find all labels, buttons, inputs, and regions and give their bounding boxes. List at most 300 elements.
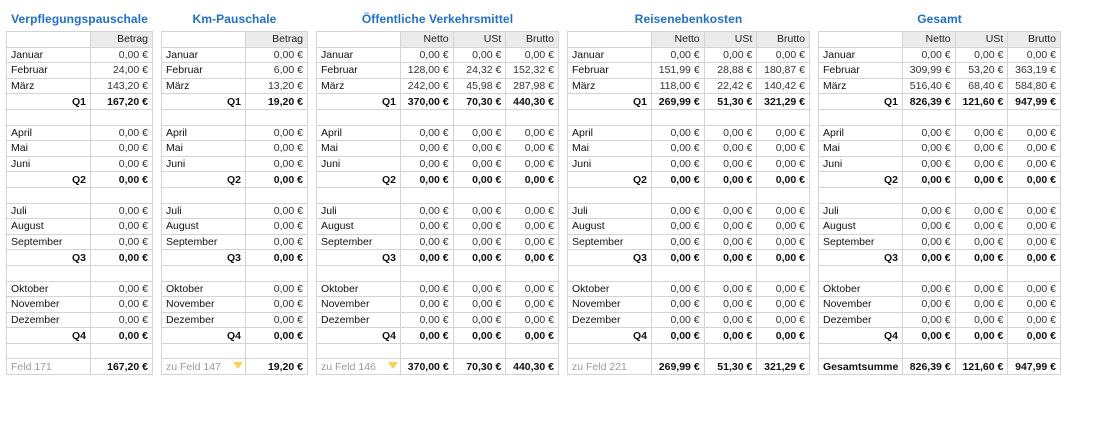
spacer-cell xyxy=(819,187,903,203)
amount-cell[interactable]: 0,00 € xyxy=(955,219,1008,235)
amount-cell[interactable]: 0,00 € xyxy=(401,156,454,172)
amount-cell[interactable]: 0,00 € xyxy=(401,281,454,297)
amount-cell[interactable]: 0,00 € xyxy=(704,281,757,297)
amount-cell[interactable]: 0,00 € xyxy=(453,234,506,250)
month-label: Februar xyxy=(317,63,401,79)
spacer-cell xyxy=(903,343,956,359)
month-label: Januar xyxy=(7,47,91,63)
amount-cell[interactable]: 0,00 € xyxy=(453,297,506,313)
total-amount-cell[interactable]: 370,00 € xyxy=(401,359,454,375)
month-label: Juli xyxy=(317,203,401,219)
amount-cell[interactable]: 0,00 € xyxy=(91,141,153,157)
amount-cell[interactable]: 0,00 € xyxy=(506,328,559,344)
amount-cell[interactable]: 0,00 € xyxy=(903,312,956,328)
amount-cell[interactable]: 0,00 € xyxy=(903,328,956,344)
quarter-label: Q4 xyxy=(7,328,91,344)
total-row xyxy=(162,359,308,375)
amount-cell[interactable]: 0,00 € xyxy=(246,203,308,219)
month-label: August xyxy=(7,219,91,235)
amount-cell[interactable]: 0,00 € xyxy=(652,47,705,63)
spacer-cell xyxy=(453,109,506,125)
header-month-cell xyxy=(162,32,246,48)
month-label: November xyxy=(7,297,91,313)
amount-cell[interactable]: 0,00 € xyxy=(652,141,705,157)
amount-cell[interactable]: 0,00 € xyxy=(401,297,454,313)
amount-cell[interactable]: 0,00 € xyxy=(757,281,810,297)
total-amount-cell[interactable]: 121,60 € xyxy=(955,359,1008,375)
amount-cell[interactable]: 0,00 € xyxy=(955,125,1008,141)
month-label: Oktober xyxy=(317,281,401,297)
quarter-row xyxy=(819,172,1061,188)
amount-cell[interactable]: 0,00 € xyxy=(757,234,810,250)
amount-cell[interactable]: 24,00 € xyxy=(91,63,153,79)
spacer-row xyxy=(819,343,1061,359)
amount-cell[interactable]: 0,00 € xyxy=(246,47,308,63)
amount-cell[interactable]: 0,00 € xyxy=(91,297,153,313)
amount-cell[interactable]: 0,00 € xyxy=(955,281,1008,297)
amount-cell[interactable]: 118,00 € xyxy=(652,78,705,94)
amount-cell[interactable]: 128,00 € xyxy=(401,63,454,79)
table-row xyxy=(7,203,153,219)
amount-cell[interactable]: 0,00 € xyxy=(91,328,153,344)
amount-cell[interactable]: 0,00 € xyxy=(1008,203,1061,219)
amount-cell[interactable]: 0,00 € xyxy=(246,219,308,235)
amount-cell[interactable]: 0,00 € xyxy=(506,312,559,328)
spacer-cell xyxy=(401,109,454,125)
amount-cell[interactable]: 24,32 € xyxy=(453,63,506,79)
total-amount-cell[interactable]: 826,39 € xyxy=(903,359,956,375)
month-label: Dezember xyxy=(568,312,652,328)
amount-cell[interactable]: 0,00 € xyxy=(704,141,757,157)
month-label: April xyxy=(568,125,652,141)
amount-cell[interactable]: 0,00 € xyxy=(1008,297,1061,313)
amount-cell[interactable]: 0,00 € xyxy=(652,219,705,235)
spacer-cell xyxy=(955,109,1008,125)
amount-cell[interactable]: 51,30 € xyxy=(704,94,757,110)
amount-cell[interactable]: 0,00 € xyxy=(246,141,308,157)
amount-cell[interactable]: 584,80 € xyxy=(1008,78,1061,94)
amount-cell[interactable]: 0,00 € xyxy=(903,203,956,219)
spacer-cell xyxy=(506,109,559,125)
amount-cell[interactable]: 0,00 € xyxy=(506,141,559,157)
amount-cell[interactable]: 22,42 € xyxy=(704,78,757,94)
amount-cell[interactable]: 242,00 € xyxy=(401,78,454,94)
amount-cell[interactable]: 6,00 € xyxy=(246,63,308,79)
amount-cell[interactable]: 0,00 € xyxy=(91,281,153,297)
block-title: Km-Pauschale xyxy=(192,12,277,26)
amount-cell[interactable]: 0,00 € xyxy=(704,297,757,313)
amount-cell[interactable]: 0,00 € xyxy=(757,47,810,63)
amount-cell[interactable]: 0,00 € xyxy=(903,234,956,250)
amount-cell[interactable]: 0,00 € xyxy=(91,47,153,63)
amount-cell[interactable]: 0,00 € xyxy=(903,297,956,313)
table-row xyxy=(7,234,153,250)
month-label: Oktober xyxy=(819,281,903,297)
amount-cell[interactable]: 0,00 € xyxy=(506,203,559,219)
amount-cell[interactable]: 0,00 € xyxy=(246,281,308,297)
amount-cell[interactable]: 0,00 € xyxy=(652,125,705,141)
amount-cell[interactable]: 53,20 € xyxy=(955,63,1008,79)
table-header-row xyxy=(162,32,308,48)
spacer-cell xyxy=(506,265,559,281)
month-label: Juli xyxy=(568,203,652,219)
amount-cell[interactable]: 143,20 € xyxy=(91,78,153,94)
amount-cell[interactable]: 0,00 € xyxy=(1008,156,1061,172)
spacer-cell xyxy=(401,265,454,281)
amount-cell[interactable]: 180,87 € xyxy=(757,63,810,79)
spacer-cell xyxy=(91,265,153,281)
data-table xyxy=(316,31,559,375)
amount-cell[interactable]: 826,39 € xyxy=(903,94,956,110)
amount-cell[interactable]: 0,00 € xyxy=(246,250,308,266)
total-label: zu Feld 221 xyxy=(568,359,652,375)
amount-cell[interactable]: 0,00 € xyxy=(246,312,308,328)
amount-cell[interactable]: 0,00 € xyxy=(91,125,153,141)
quarter-label: Q1 xyxy=(162,94,246,110)
amount-cell[interactable]: 0,00 € xyxy=(91,250,153,266)
month-label: Mai xyxy=(317,141,401,157)
amount-cell[interactable]: 0,00 € xyxy=(757,125,810,141)
amount-cell[interactable]: 363,19 € xyxy=(1008,63,1061,79)
amount-cell[interactable]: 0,00 € xyxy=(652,203,705,219)
spacer-cell xyxy=(401,187,454,203)
spacer-row xyxy=(7,109,153,125)
data-table xyxy=(818,31,1061,375)
amount-cell[interactable]: 0,00 € xyxy=(506,172,559,188)
amount-cell[interactable]: 0,00 € xyxy=(1008,234,1061,250)
month-label: Oktober xyxy=(7,281,91,297)
quarter-row xyxy=(819,250,1061,266)
total-row xyxy=(819,359,1061,375)
amount-cell[interactable]: 140,42 € xyxy=(757,78,810,94)
block-title: Verpflegungspauschale xyxy=(11,12,148,26)
table-row xyxy=(317,156,559,172)
spacer-row xyxy=(819,109,1061,125)
column-header: Netto xyxy=(401,32,454,48)
amount-cell[interactable]: 167,20 € xyxy=(91,94,153,110)
month-label: Juni xyxy=(568,156,652,172)
amount-cell[interactable]: 0,00 € xyxy=(453,141,506,157)
quarter-label: Q2 xyxy=(317,172,401,188)
amount-cell[interactable]: 13,20 € xyxy=(246,78,308,94)
table-row xyxy=(819,63,1061,79)
amount-cell[interactable]: 0,00 € xyxy=(1008,172,1061,188)
spacer-cell xyxy=(652,265,705,281)
amount-cell[interactable]: 0,00 € xyxy=(506,219,559,235)
table-row xyxy=(317,63,559,79)
amount-cell[interactable]: 0,00 € xyxy=(955,234,1008,250)
amount-cell[interactable]: 68,40 € xyxy=(955,78,1008,94)
amount-cell[interactable]: 0,00 € xyxy=(91,172,153,188)
amount-cell[interactable]: 152,32 € xyxy=(506,63,559,79)
total-amount-cell[interactable]: 440,30 € xyxy=(506,359,559,375)
table-row xyxy=(819,125,1061,141)
amount-cell[interactable]: 0,00 € xyxy=(903,219,956,235)
spacer-cell xyxy=(704,187,757,203)
amount-cell[interactable]: 0,00 € xyxy=(506,156,559,172)
amount-cell[interactable]: 0,00 € xyxy=(903,250,956,266)
spacer-cell xyxy=(1008,187,1061,203)
quarter-label: Q3 xyxy=(819,250,903,266)
amount-cell[interactable]: 0,00 € xyxy=(506,125,559,141)
quarter-row xyxy=(819,328,1061,344)
amount-cell[interactable]: 0,00 € xyxy=(91,203,153,219)
amount-cell[interactable]: 0,00 € xyxy=(652,297,705,313)
quarter-row xyxy=(7,172,153,188)
quarter-label: Q4 xyxy=(317,328,401,344)
amount-cell[interactable]: 0,00 € xyxy=(246,172,308,188)
amount-cell[interactable]: 0,00 € xyxy=(903,47,956,63)
table-row xyxy=(162,281,308,297)
table-row xyxy=(162,234,308,250)
amount-cell[interactable]: 0,00 € xyxy=(903,125,956,141)
spacer-row xyxy=(568,109,810,125)
amount-cell[interactable]: 0,00 € xyxy=(903,156,956,172)
amount-cell[interactable]: 0,00 € xyxy=(757,328,810,344)
table-row xyxy=(317,297,559,313)
amount-cell[interactable]: 0,00 € xyxy=(955,297,1008,313)
amount-cell[interactable]: 0,00 € xyxy=(955,328,1008,344)
quarter-label: Q4 xyxy=(819,328,903,344)
spacer-row xyxy=(162,109,308,125)
amount-cell[interactable]: 309,99 € xyxy=(903,63,956,79)
spacer-cell xyxy=(506,187,559,203)
table-header-row xyxy=(7,32,153,48)
column-header: Betrag xyxy=(246,32,308,48)
amount-cell[interactable]: 0,00 € xyxy=(757,156,810,172)
amount-cell[interactable]: 0,00 € xyxy=(1008,312,1061,328)
month-label: November xyxy=(162,297,246,313)
table-row xyxy=(7,63,153,79)
amount-cell[interactable]: 0,00 € xyxy=(401,312,454,328)
month-label: Februar xyxy=(819,63,903,79)
amount-cell[interactable]: 0,00 € xyxy=(955,47,1008,63)
table-row xyxy=(317,219,559,235)
amount-cell[interactable]: 947,99 € xyxy=(1008,94,1061,110)
amount-cell[interactable]: 0,00 € xyxy=(246,234,308,250)
total-amount-cell[interactable]: 167,20 € xyxy=(91,359,153,375)
amount-cell[interactable]: 0,00 € xyxy=(246,328,308,344)
month-label: September xyxy=(819,234,903,250)
amount-cell[interactable]: 0,00 € xyxy=(453,125,506,141)
amount-cell[interactable]: 70,30 € xyxy=(453,94,506,110)
month-label: Mai xyxy=(568,141,652,157)
amount-cell[interactable]: 0,00 € xyxy=(1008,281,1061,297)
amount-cell[interactable]: 0,00 € xyxy=(1008,250,1061,266)
table-row xyxy=(568,156,810,172)
amount-cell[interactable]: 0,00 € xyxy=(401,47,454,63)
amount-cell[interactable]: 0,00 € xyxy=(506,250,559,266)
amount-cell[interactable]: 0,00 € xyxy=(652,234,705,250)
block-5 xyxy=(818,12,1061,375)
amount-cell[interactable]: 0,00 € xyxy=(652,172,705,188)
amount-cell[interactable]: 0,00 € xyxy=(453,203,506,219)
quarter-row xyxy=(7,250,153,266)
table-row xyxy=(317,47,559,63)
amount-cell[interactable]: 0,00 € xyxy=(1008,328,1061,344)
amount-cell[interactable]: 0,00 € xyxy=(757,141,810,157)
spacer-cell xyxy=(1008,109,1061,125)
amount-cell[interactable]: 0,00 € xyxy=(453,312,506,328)
amount-cell[interactable]: 0,00 € xyxy=(704,156,757,172)
amount-cell[interactable]: 0,00 € xyxy=(401,141,454,157)
amount-cell[interactable]: 0,00 € xyxy=(652,328,705,344)
amount-cell[interactable]: 0,00 € xyxy=(1008,47,1061,63)
amount-cell[interactable]: 45,98 € xyxy=(453,78,506,94)
amount-cell[interactable]: 0,00 € xyxy=(91,312,153,328)
amount-cell[interactable]: 0,00 € xyxy=(91,234,153,250)
month-label: August xyxy=(568,219,652,235)
amount-cell[interactable]: 0,00 € xyxy=(757,172,810,188)
amount-cell[interactable]: 0,00 € xyxy=(246,297,308,313)
amount-cell[interactable]: 0,00 € xyxy=(246,125,308,141)
amount-cell[interactable]: 0,00 € xyxy=(506,47,559,63)
spacer-cell xyxy=(652,109,705,125)
amount-cell[interactable]: 0,00 € xyxy=(955,172,1008,188)
amount-cell[interactable]: 0,00 € xyxy=(704,47,757,63)
amount-cell[interactable]: 370,00 € xyxy=(401,94,454,110)
amount-cell[interactable]: 0,00 € xyxy=(1008,219,1061,235)
quarter-label: Q1 xyxy=(819,94,903,110)
amount-cell[interactable]: 0,00 € xyxy=(506,281,559,297)
month-label: Dezember xyxy=(819,312,903,328)
amount-cell[interactable]: 28,88 € xyxy=(704,63,757,79)
total-amount-cell[interactable]: 321,29 € xyxy=(757,359,810,375)
amount-cell[interactable]: 269,99 € xyxy=(652,94,705,110)
amount-cell[interactable]: 0,00 € xyxy=(453,328,506,344)
column-header: Brutto xyxy=(757,32,810,48)
column-header: Brutto xyxy=(1008,32,1061,48)
amount-cell[interactable]: 0,00 € xyxy=(1008,125,1061,141)
spacer-cell xyxy=(819,265,903,281)
amount-cell[interactable]: 0,00 € xyxy=(704,125,757,141)
block-title: Öffentliche Verkehrsmittel xyxy=(361,12,514,26)
amount-cell[interactable]: 0,00 € xyxy=(453,281,506,297)
spacer-cell xyxy=(162,109,246,125)
spacer-cell xyxy=(7,109,91,125)
amount-cell[interactable]: 0,00 € xyxy=(401,172,454,188)
spacer-row xyxy=(7,265,153,281)
amount-cell[interactable]: 287,98 € xyxy=(506,78,559,94)
amount-cell[interactable]: 0,00 € xyxy=(453,250,506,266)
table-row xyxy=(568,125,810,141)
amount-cell[interactable]: 0,00 € xyxy=(955,156,1008,172)
amount-cell[interactable]: 0,00 € xyxy=(955,203,1008,219)
amount-cell[interactable]: 0,00 € xyxy=(704,250,757,266)
month-label: März xyxy=(162,78,246,94)
amount-cell[interactable]: 0,00 € xyxy=(506,297,559,313)
amount-cell[interactable]: 516,40 € xyxy=(903,78,956,94)
amount-cell[interactable]: 0,00 € xyxy=(401,219,454,235)
amount-cell[interactable]: 0,00 € xyxy=(91,156,153,172)
month-label: Juni xyxy=(819,156,903,172)
amount-cell[interactable]: 0,00 € xyxy=(757,297,810,313)
amount-cell[interactable]: 0,00 € xyxy=(652,281,705,297)
amount-cell[interactable]: 0,00 € xyxy=(652,250,705,266)
amount-cell[interactable]: 0,00 € xyxy=(401,328,454,344)
month-label: Oktober xyxy=(162,281,246,297)
amount-cell[interactable]: 0,00 € xyxy=(91,219,153,235)
amount-cell[interactable]: 0,00 € xyxy=(757,312,810,328)
amount-cell[interactable]: 0,00 € xyxy=(1008,141,1061,157)
amount-cell[interactable]: 0,00 € xyxy=(401,203,454,219)
amount-cell[interactable]: 0,00 € xyxy=(453,156,506,172)
amount-cell[interactable]: 0,00 € xyxy=(757,219,810,235)
total-amount-cell[interactable]: 51,30 € xyxy=(704,359,757,375)
month-label: Dezember xyxy=(7,312,91,328)
spacer-cell xyxy=(704,109,757,125)
amount-cell[interactable]: 0,00 € xyxy=(955,312,1008,328)
amount-cell[interactable]: 0,00 € xyxy=(757,203,810,219)
table-row xyxy=(819,141,1061,157)
amount-cell[interactable]: 0,00 € xyxy=(453,219,506,235)
month-label: Januar xyxy=(162,47,246,63)
amount-cell[interactable]: 0,00 € xyxy=(246,156,308,172)
column-header: USt xyxy=(955,32,1008,48)
amount-cell[interactable]: 0,00 € xyxy=(401,125,454,141)
amount-cell[interactable]: 151,99 € xyxy=(652,63,705,79)
amount-cell[interactable]: 0,00 € xyxy=(652,156,705,172)
quarter-row xyxy=(317,328,559,344)
amount-cell[interactable]: 0,00 € xyxy=(903,172,956,188)
amount-cell[interactable]: 0,00 € xyxy=(704,172,757,188)
spacer-row xyxy=(568,187,810,203)
month-label: September xyxy=(7,234,91,250)
amount-cell[interactable]: 121,60 € xyxy=(955,94,1008,110)
total-amount-cell[interactable]: 269,99 € xyxy=(652,359,705,375)
amount-cell[interactable]: 0,00 € xyxy=(704,312,757,328)
spacer-cell xyxy=(568,265,652,281)
amount-cell[interactable]: 0,00 € xyxy=(955,250,1008,266)
amount-cell[interactable]: 19,20 € xyxy=(246,94,308,110)
amount-cell[interactable]: 0,00 € xyxy=(757,250,810,266)
amount-cell[interactable]: 0,00 € xyxy=(903,141,956,157)
amount-cell[interactable]: 0,00 € xyxy=(704,328,757,344)
total-amount-cell[interactable]: 70,30 € xyxy=(453,359,506,375)
amount-cell[interactable]: 0,00 € xyxy=(453,47,506,63)
amount-cell[interactable]: 0,00 € xyxy=(704,234,757,250)
month-label: Juni xyxy=(7,156,91,172)
spacer-cell xyxy=(246,187,308,203)
table-row xyxy=(7,141,153,157)
header-month-cell xyxy=(317,32,401,48)
spacer-row xyxy=(162,187,308,203)
month-label: November xyxy=(819,297,903,313)
quarter-label: Q2 xyxy=(7,172,91,188)
amount-cell[interactable]: 321,29 € xyxy=(757,94,810,110)
total-amount-cell[interactable]: 19,20 € xyxy=(246,359,308,375)
amount-cell[interactable]: 0,00 € xyxy=(506,234,559,250)
amount-cell[interactable]: 440,30 € xyxy=(506,94,559,110)
spacer-row xyxy=(819,265,1061,281)
spacer-row xyxy=(162,343,308,359)
spacer-cell xyxy=(757,187,810,203)
total-amount-cell[interactable]: 947,99 € xyxy=(1008,359,1061,375)
quarter-label: Q2 xyxy=(568,172,652,188)
amount-cell[interactable]: 0,00 € xyxy=(401,250,454,266)
amount-cell[interactable]: 0,00 € xyxy=(903,281,956,297)
amount-cell[interactable]: 0,00 € xyxy=(704,219,757,235)
spacer-cell xyxy=(91,109,153,125)
amount-cell[interactable]: 0,00 € xyxy=(401,234,454,250)
amount-cell[interactable]: 0,00 € xyxy=(955,141,1008,157)
amount-cell[interactable]: 0,00 € xyxy=(652,312,705,328)
table-row xyxy=(819,219,1061,235)
spacer-cell xyxy=(704,343,757,359)
amount-cell[interactable]: 0,00 € xyxy=(453,172,506,188)
table-row xyxy=(317,312,559,328)
amount-cell[interactable]: 0,00 € xyxy=(704,203,757,219)
